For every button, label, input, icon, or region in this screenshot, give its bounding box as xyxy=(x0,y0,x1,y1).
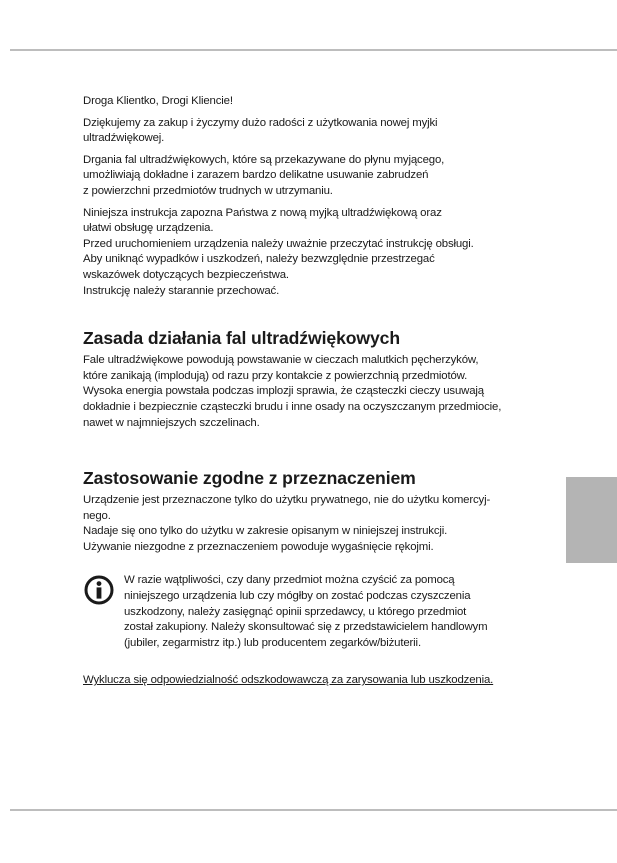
text-line: Dziękujemy za zakup i życzymy dużo radości z użytkowania nowej myjki xyxy=(83,116,438,129)
text-line: Instrukcję należy starannie przechować. xyxy=(83,284,280,297)
text-line: nego. xyxy=(83,509,111,522)
page-content xyxy=(83,94,538,695)
manual-paragraph xyxy=(83,206,538,300)
greeting: Droga Klientko, Drogi Kliencie! xyxy=(83,95,233,107)
text-line: Fale ultradźwiękowe powodują powstawanie w cieczach malutkich pęcherzyków, xyxy=(83,354,479,367)
text-line: Drgania fal ultradźwiękowych, które są przekazywane do płynu myjącego, xyxy=(83,153,445,166)
text-line: został zakupiony. Należy skonsultować się z przedstawicielem handlowym xyxy=(124,621,488,634)
intended-use-heading: Zastosowanie zgodne z przeznaczeniem xyxy=(83,468,416,489)
notice-box xyxy=(83,573,538,651)
text-line: uszkodzony, należy zasięgnąć opinii sprzedawcy, u którego przedmiot xyxy=(124,605,467,618)
text-line: niniejszego urządzenia lub czy mógłby on zostać podczas czyszczenia xyxy=(124,590,471,603)
principle-paragraph xyxy=(83,353,538,431)
text-line: z powierzchni przedmiotów trudnych w utrzymaniu. xyxy=(83,184,333,197)
thanks-paragraph xyxy=(83,116,538,147)
text-line: Wysoka energia powstała podczas implozji sprawia, że cząsteczki cieczy usuwają xyxy=(83,385,484,398)
bottom-divider xyxy=(10,809,617,811)
text-line: Aby uniknąć wypadków i uszkodzeń, należy bezwzględnie przestrzegać xyxy=(83,253,435,266)
text-line: Używanie niezgodne z przeznaczeniem powoduje wygaśnięcie rękojmi. xyxy=(83,540,434,553)
text-line: (jubiler, zegarmistrz itp.) lub producentem zegarków/biżuterii. xyxy=(124,636,421,649)
text-line: Nadaje się ono tylko do użytku w zakresie opisanym w niniejszej instrukcji. xyxy=(83,525,448,538)
text-line: ultradźwiękowej. xyxy=(83,132,165,145)
text-line: dokładnie i bezpiecznie cząsteczki brudu i inne osady na oczyszczanym przedmiocie, xyxy=(83,400,502,413)
disclaimer-text: Wyklucza się odpowiedzialność odszkodowawczą za zarysowania lub uszkodzenia. xyxy=(83,674,494,687)
notice-text xyxy=(124,573,538,651)
principle-heading: Zasada działania fal ultradźwiękowych xyxy=(83,328,400,349)
text-line: nawet w najmniejszych szczelinach. xyxy=(83,416,260,429)
vibration-paragraph xyxy=(83,153,538,200)
intended-use-paragraph xyxy=(83,493,538,555)
text-line: Przed uruchomieniem urządzenia należy uważnie przeczytać instrukcję obsługi. xyxy=(83,237,474,250)
top-divider xyxy=(10,49,617,51)
chapter-tab xyxy=(566,477,617,563)
disclaimer xyxy=(83,673,538,689)
info-icon xyxy=(84,575,114,605)
text-line: Urządzenie jest przeznaczone tylko do użytku prywatnego, nie do użytku komercyj- xyxy=(83,494,491,507)
text-line: umożliwiają dokładne i zarazem bardzo delikatne usuwanie zabrudzeń xyxy=(83,169,429,182)
text-line: W razie wątpliwości, czy dany przedmiot można czyścić za pomocą xyxy=(124,574,455,587)
text-line: wskazówek dotyczących bezpieczeństwa. xyxy=(83,268,289,281)
text-line: ułatwi obsługę urządzenia. xyxy=(83,222,214,235)
text-line: które zanikają (implodują) od razu przy kontakcie z powierzchnią przedmiotów. xyxy=(83,369,468,382)
text-line: Niniejsza instrukcja zapozna Państwa z nową myjką ultradźwiękową oraz xyxy=(83,206,442,219)
